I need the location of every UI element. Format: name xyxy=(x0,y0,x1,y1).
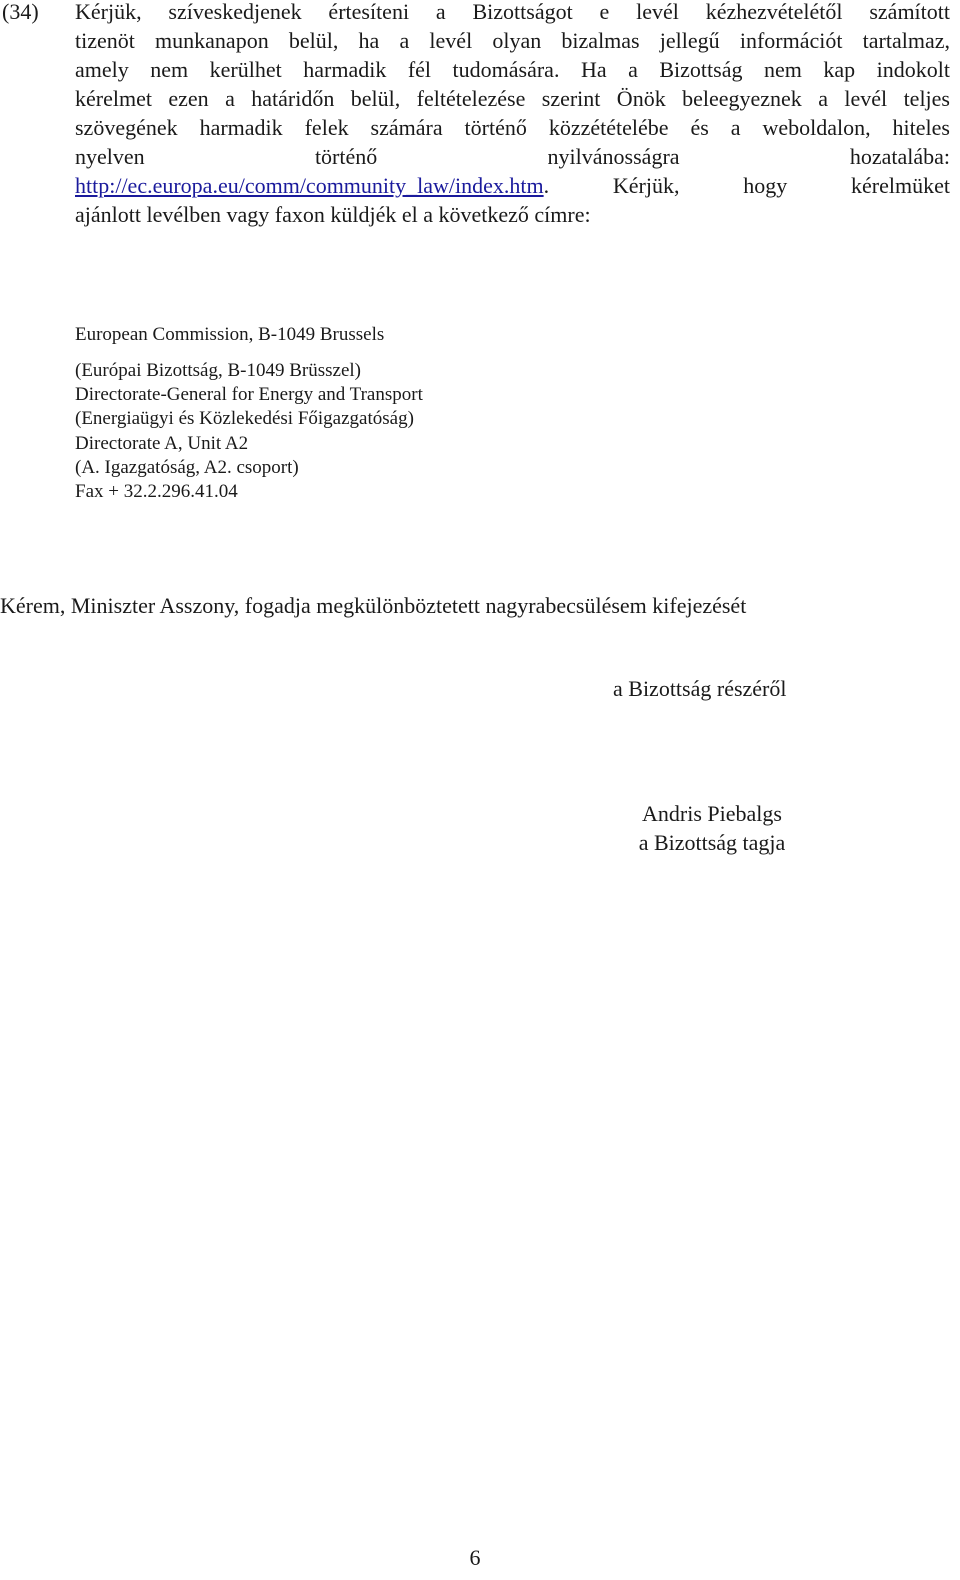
fax-number: Fax + 32.2.296.41.04 xyxy=(75,481,238,503)
on-behalf-line: a Bizottság részéről xyxy=(613,676,787,701)
address-line: (Európai Bizottság, B-1049 Brüsszel) xyxy=(75,360,362,381)
signatory-name: Andris Piebalgs xyxy=(642,801,782,826)
closing-formula: Kérem, Miniszter Asszony, fogadja megkülönböztetett nagyrabecsülésem kifejezését xyxy=(0,593,747,618)
page-number: 6 xyxy=(469,1545,481,1570)
address-line: Directorate A, Unit A2 xyxy=(75,432,249,454)
address-line: (Energiaügyi és Közlekedési Főigazgatóság) xyxy=(75,408,414,430)
paragraph-line: szövegének harmadik felek számára történő közzétételébe és a weboldalon, hiteles xyxy=(75,115,950,140)
paragraph-line: Kérjük, szíveskedjenek értesíteni a Bizottságot e levél kézhezvételétől számított xyxy=(75,0,950,24)
paragraph-link-suffix: . Kérjük, hogy kérelmüket xyxy=(543,173,950,198)
paragraph-line: tizenöt munkanapon belül, ha a levél olyan bizalmas jellegű információt tartalmaz, xyxy=(75,28,950,53)
paragraph-line: nyelven történő nyilvánosságra hozatalába: xyxy=(75,144,950,169)
paragraph-link-line xyxy=(75,171,950,200)
paragraph-line: ajánlott levélben vagy faxon küldjék el a következő címre: xyxy=(75,202,591,227)
address-line: Directorate-General for Energy and Transport xyxy=(75,384,423,406)
paragraph-line: kérelmet ezen a határidőn belül, feltételezése szerint Önök beleegyeznek a levél teljes xyxy=(75,86,950,111)
paragraph-line: amely nem kerülhet harmadik fél tudomására. Ha a Bizottság nem kap indokolt xyxy=(75,57,950,82)
notice-paragraph xyxy=(75,0,950,229)
address-block xyxy=(75,359,423,504)
address-line: (A. Igazgatóság, A2. csoport) xyxy=(75,456,299,478)
signatory-title: a Bizottság tagja xyxy=(638,830,786,855)
signatory-block xyxy=(612,799,812,857)
paragraph-number: (34) xyxy=(2,0,39,24)
address-heading: European Commission, B-1049 Brussels xyxy=(75,324,385,345)
community-law-link[interactable]: http://ec.europa.eu/comm/community_law/index.htm xyxy=(75,173,544,198)
